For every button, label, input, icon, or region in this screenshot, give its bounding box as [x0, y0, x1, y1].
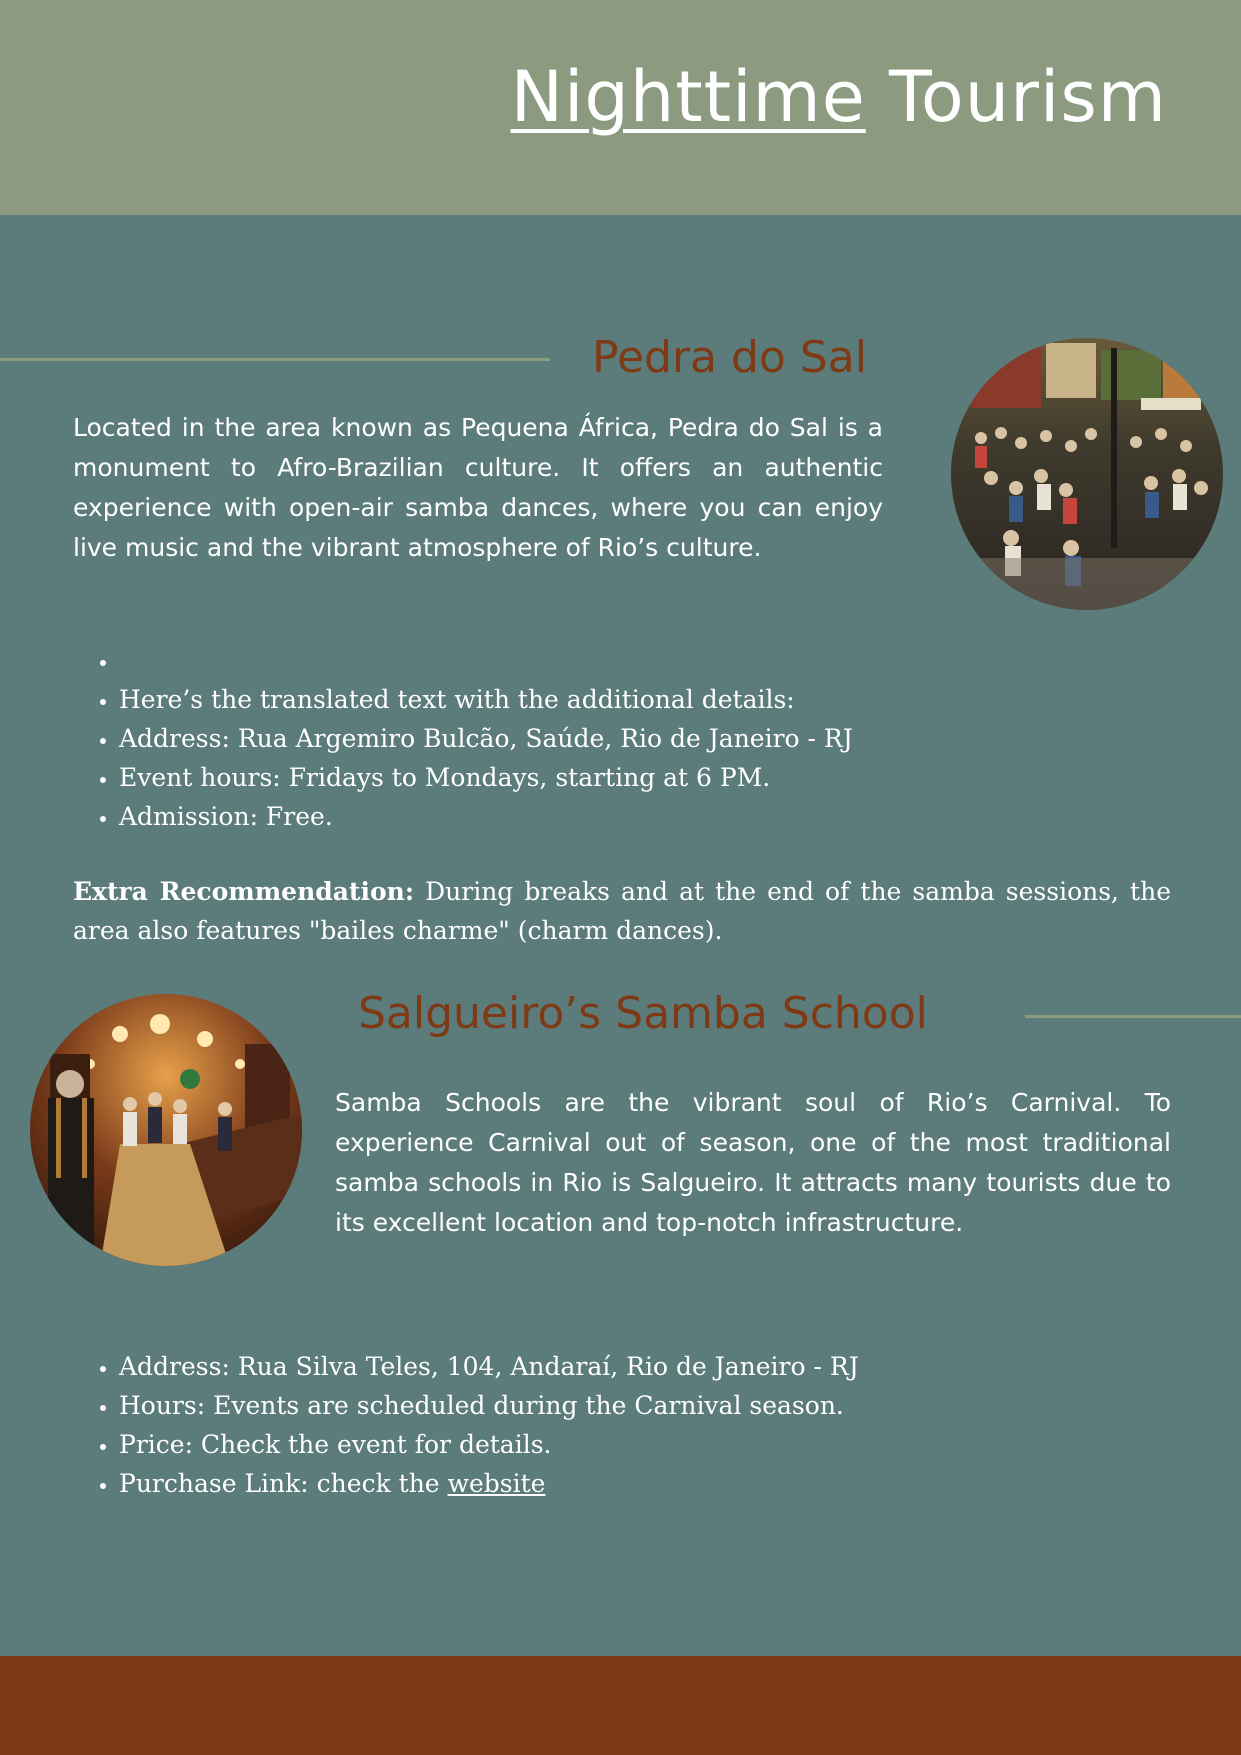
website-link[interactable]: website: [447, 1469, 546, 1498]
bar-interior-photo: [30, 994, 302, 1266]
page-title-rest: Tourism: [865, 56, 1167, 138]
section-divider-right: [1025, 1015, 1241, 1018]
section-title-salgueiro: Salgueiro’s Samba School: [358, 988, 928, 1039]
pedra-do-sal-details: [73, 641, 1219, 836]
list-item: • Hours: Events are scheduled during the Carnival season.: [119, 1386, 1219, 1425]
extra-recommendation: [73, 872, 1171, 950]
section-divider-left: [0, 358, 550, 361]
list-item-purchase: [119, 1464, 1219, 1503]
page-title-highlight: Nighttime: [510, 56, 866, 138]
salgueiro-description: Samba Schools are the vibrant soul of Rio’s Carnival. To experience Carnival out of season, one of the most traditional samba schools in Rio is Salgueiro. It attracts many tourists due to its excellent location and top-notch infrastructure.: [335, 1088, 1171, 1237]
header-banner: [0, 0, 1241, 215]
purchase-link-prefix: Purchase Link: check the: [119, 1469, 448, 1498]
list-item: • Price: Check the event for details.: [119, 1425, 1219, 1464]
salgueiro-details: [73, 1347, 1219, 1503]
list-item: • Admission: Free.: [119, 797, 1219, 836]
extra-recommendation-text: During breaks and at the end of the samba sessions, the area also features "bailes charme" (charm dances).: [73, 877, 1171, 945]
list-item: • Event hours: Fridays to Mondays, starting at 6 PM.: [119, 758, 1219, 797]
samba-crowd-photo: [951, 338, 1223, 610]
list-item: • Address: Rua Argemiro Bulcão, Saúde, Rio de Janeiro - RJ: [119, 719, 1219, 758]
list-item: • Here’s the translated text with the additional details:: [119, 680, 1219, 719]
list-item: • Address: Rua Silva Teles, 104, Andaraí, Rio de Janeiro - RJ: [119, 1347, 1219, 1386]
footer-bar: [0, 1656, 1241, 1755]
page-title: [511, 52, 1167, 142]
extra-recommendation-label: Extra Recommendation:: [73, 877, 415, 906]
section-title-pedra-do-sal: Pedra do Sal: [592, 332, 867, 383]
pedra-do-sal-description: Located in the area known as Pequena África, Pedra do Sal is a monument to Afro-Brazilian culture. It offers an authentic experience with open-air samba dances, where you can enjoy live music and the vibrant atmosphere of Rio’s culture.: [73, 413, 883, 562]
list-item: [119, 641, 1219, 680]
